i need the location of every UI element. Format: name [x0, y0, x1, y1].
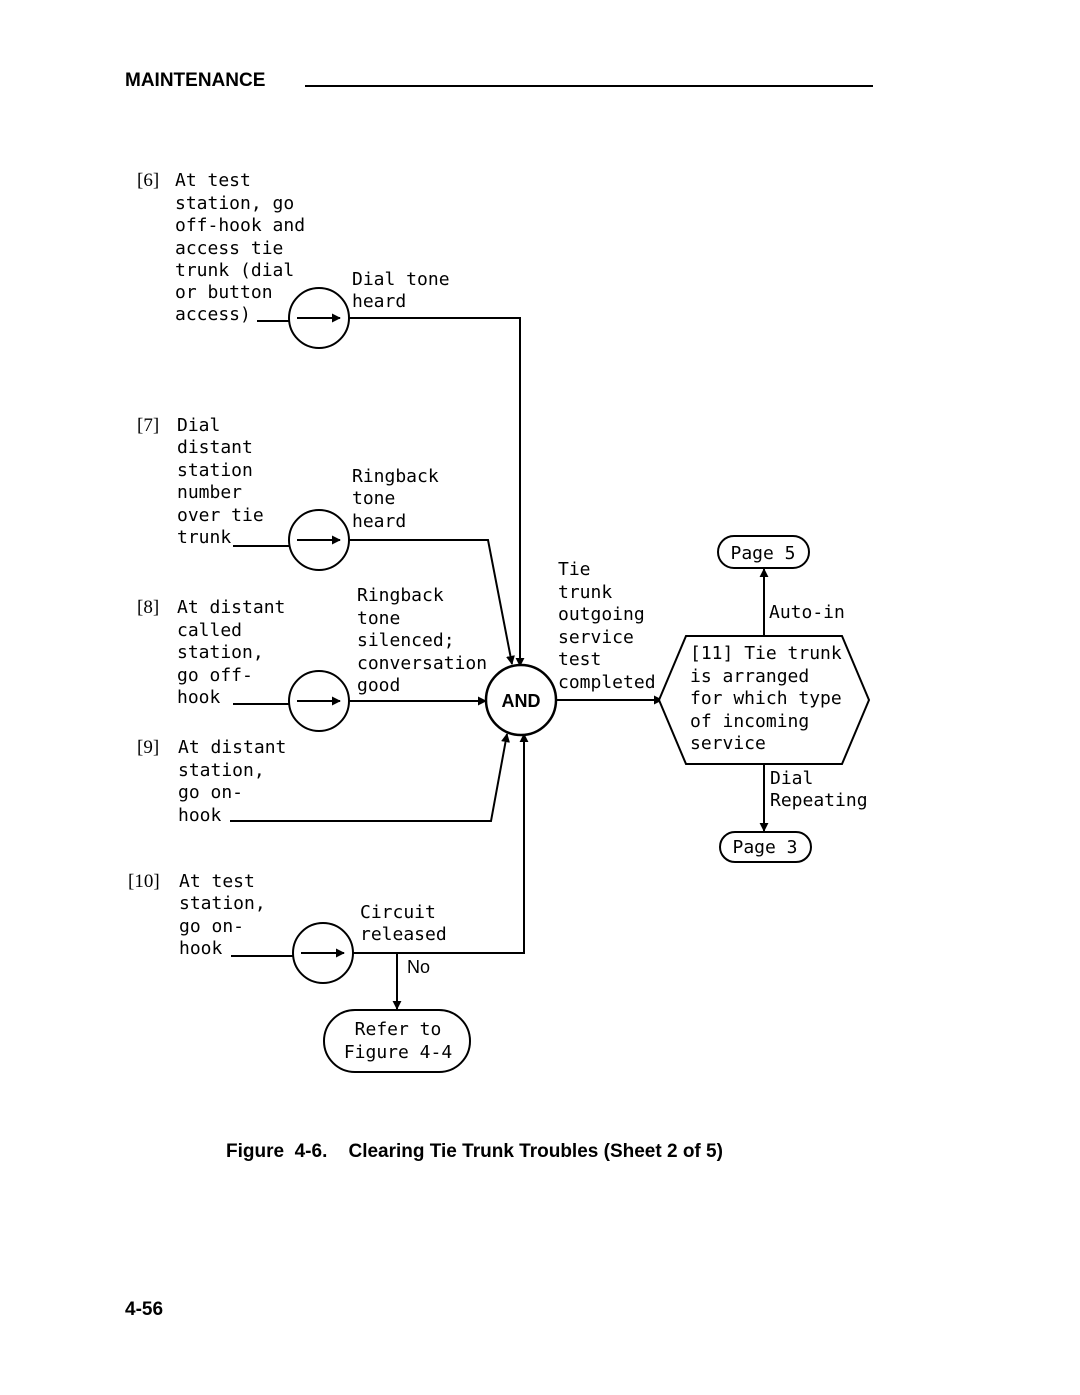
- svg-text:At test: At test: [179, 871, 255, 892]
- event-circle-10: [293, 923, 353, 983]
- step-9-text: [178, 737, 286, 826]
- svg-text:go on-: go on-: [179, 916, 245, 937]
- svg-text:released: released: [360, 924, 447, 945]
- step-7-text: [177, 415, 264, 548]
- svg-text:good: good: [357, 675, 401, 696]
- svg-text:Dial: Dial: [177, 415, 221, 436]
- event-circle-6: [289, 288, 349, 348]
- svg-text:Refer to: Refer to: [354, 1019, 442, 1040]
- svg-text:completed: completed: [558, 672, 656, 693]
- svg-text:service: service: [558, 627, 634, 648]
- svg-text:for which type: for which type: [690, 688, 842, 709]
- step-8-result: [357, 585, 487, 696]
- step-10-text: [179, 871, 266, 959]
- svg-text:station,: station,: [177, 642, 264, 663]
- svg-text:of incoming: of incoming: [690, 711, 810, 732]
- event-circle-7: [289, 510, 349, 570]
- svg-text:distant: distant: [177, 437, 253, 458]
- svg-text:Figure 4-4: Figure 4-4: [343, 1042, 453, 1063]
- svg-text:test: test: [558, 649, 602, 670]
- svg-text:called: called: [177, 620, 243, 641]
- svg-text:tone: tone: [352, 488, 396, 509]
- svg-text:go on-: go on-: [178, 782, 244, 803]
- step-8-text: [177, 597, 285, 708]
- branch-label-auto-in: Auto-in: [769, 602, 845, 623]
- svg-text:number: number: [177, 482, 243, 503]
- step-7-result: [352, 466, 439, 532]
- svg-text:At test: At test: [175, 170, 251, 191]
- svg-text:Ringback: Ringback: [352, 466, 439, 487]
- svg-text:trunk: trunk: [558, 582, 613, 603]
- svg-text:tone: tone: [357, 608, 401, 629]
- step-10-number: [10]: [128, 871, 160, 892]
- svg-text:Circuit: Circuit: [360, 902, 436, 923]
- step-10-result: [360, 902, 447, 945]
- svg-text:Page 3: Page 3: [732, 837, 798, 858]
- branch-label-dial-repeating: [770, 768, 868, 811]
- svg-text:over tie: over tie: [177, 505, 264, 526]
- svg-text:hook: hook: [178, 805, 222, 826]
- svg-text:access tie: access tie: [175, 238, 284, 259]
- step-6-result: [352, 269, 450, 312]
- svg-text:[11] Tie trunk: [11] Tie trunk: [690, 643, 842, 664]
- and-output-label: [558, 559, 656, 693]
- step-6-number: [6]: [137, 170, 160, 191]
- decision-box-11: [659, 636, 869, 764]
- svg-text:heard: heard: [352, 291, 407, 312]
- svg-text:Dial tone: Dial tone: [352, 269, 450, 290]
- svg-text:trunk: trunk: [177, 527, 232, 548]
- svg-text:access): access): [175, 304, 251, 325]
- svg-text:Page 5: Page 5: [730, 543, 796, 564]
- connector-page-5: [718, 536, 809, 568]
- step-7-number: [7]: [137, 415, 160, 436]
- svg-text:heard: heard: [352, 511, 407, 532]
- section-header: MAINTENANCE: [125, 70, 266, 91]
- svg-text:trunk (dial: trunk (dial: [175, 260, 295, 281]
- svg-text:At distant: At distant: [178, 737, 287, 758]
- and-gate: [486, 665, 556, 735]
- svg-text:outgoing: outgoing: [558, 604, 645, 625]
- svg-text:off-hook and: off-hook and: [175, 215, 306, 236]
- svg-text:At distant: At distant: [177, 597, 286, 618]
- svg-text:AND: AND: [501, 691, 541, 711]
- page-number: 4-56: [125, 1299, 164, 1320]
- svg-text:conversation: conversation: [357, 653, 488, 674]
- svg-text:hook: hook: [179, 938, 223, 959]
- svg-text:go off-: go off-: [177, 665, 253, 686]
- svg-text:station: station: [177, 460, 253, 481]
- figure-caption: Figure 4-6. Clearing Tie Trunk Troubles (Sheet 2 of 5): [226, 1141, 723, 1162]
- svg-text:station, go: station, go: [175, 193, 295, 214]
- step-8-number: [8]: [137, 597, 160, 618]
- step-9-number: [9]: [137, 737, 160, 758]
- svg-text:or button: or button: [175, 282, 273, 303]
- event-circle-8: [289, 671, 349, 731]
- no-branch-label: No: [407, 957, 431, 977]
- svg-text:Dial: Dial: [770, 768, 814, 789]
- step-6-text: [175, 170, 305, 325]
- svg-text:station,: station,: [179, 893, 266, 914]
- svg-text:Tie: Tie: [558, 559, 591, 580]
- connector-page-3: [720, 832, 811, 862]
- svg-text:silenced;: silenced;: [357, 630, 455, 651]
- svg-text:service: service: [690, 733, 766, 754]
- svg-text:Ringback: Ringback: [357, 585, 444, 606]
- svg-text:is arranged: is arranged: [690, 666, 810, 687]
- svg-text:Repeating: Repeating: [770, 790, 868, 811]
- svg-text:station,: station,: [178, 760, 265, 781]
- terminal-refer-figure: [324, 1010, 470, 1072]
- svg-text:hook: hook: [177, 687, 221, 708]
